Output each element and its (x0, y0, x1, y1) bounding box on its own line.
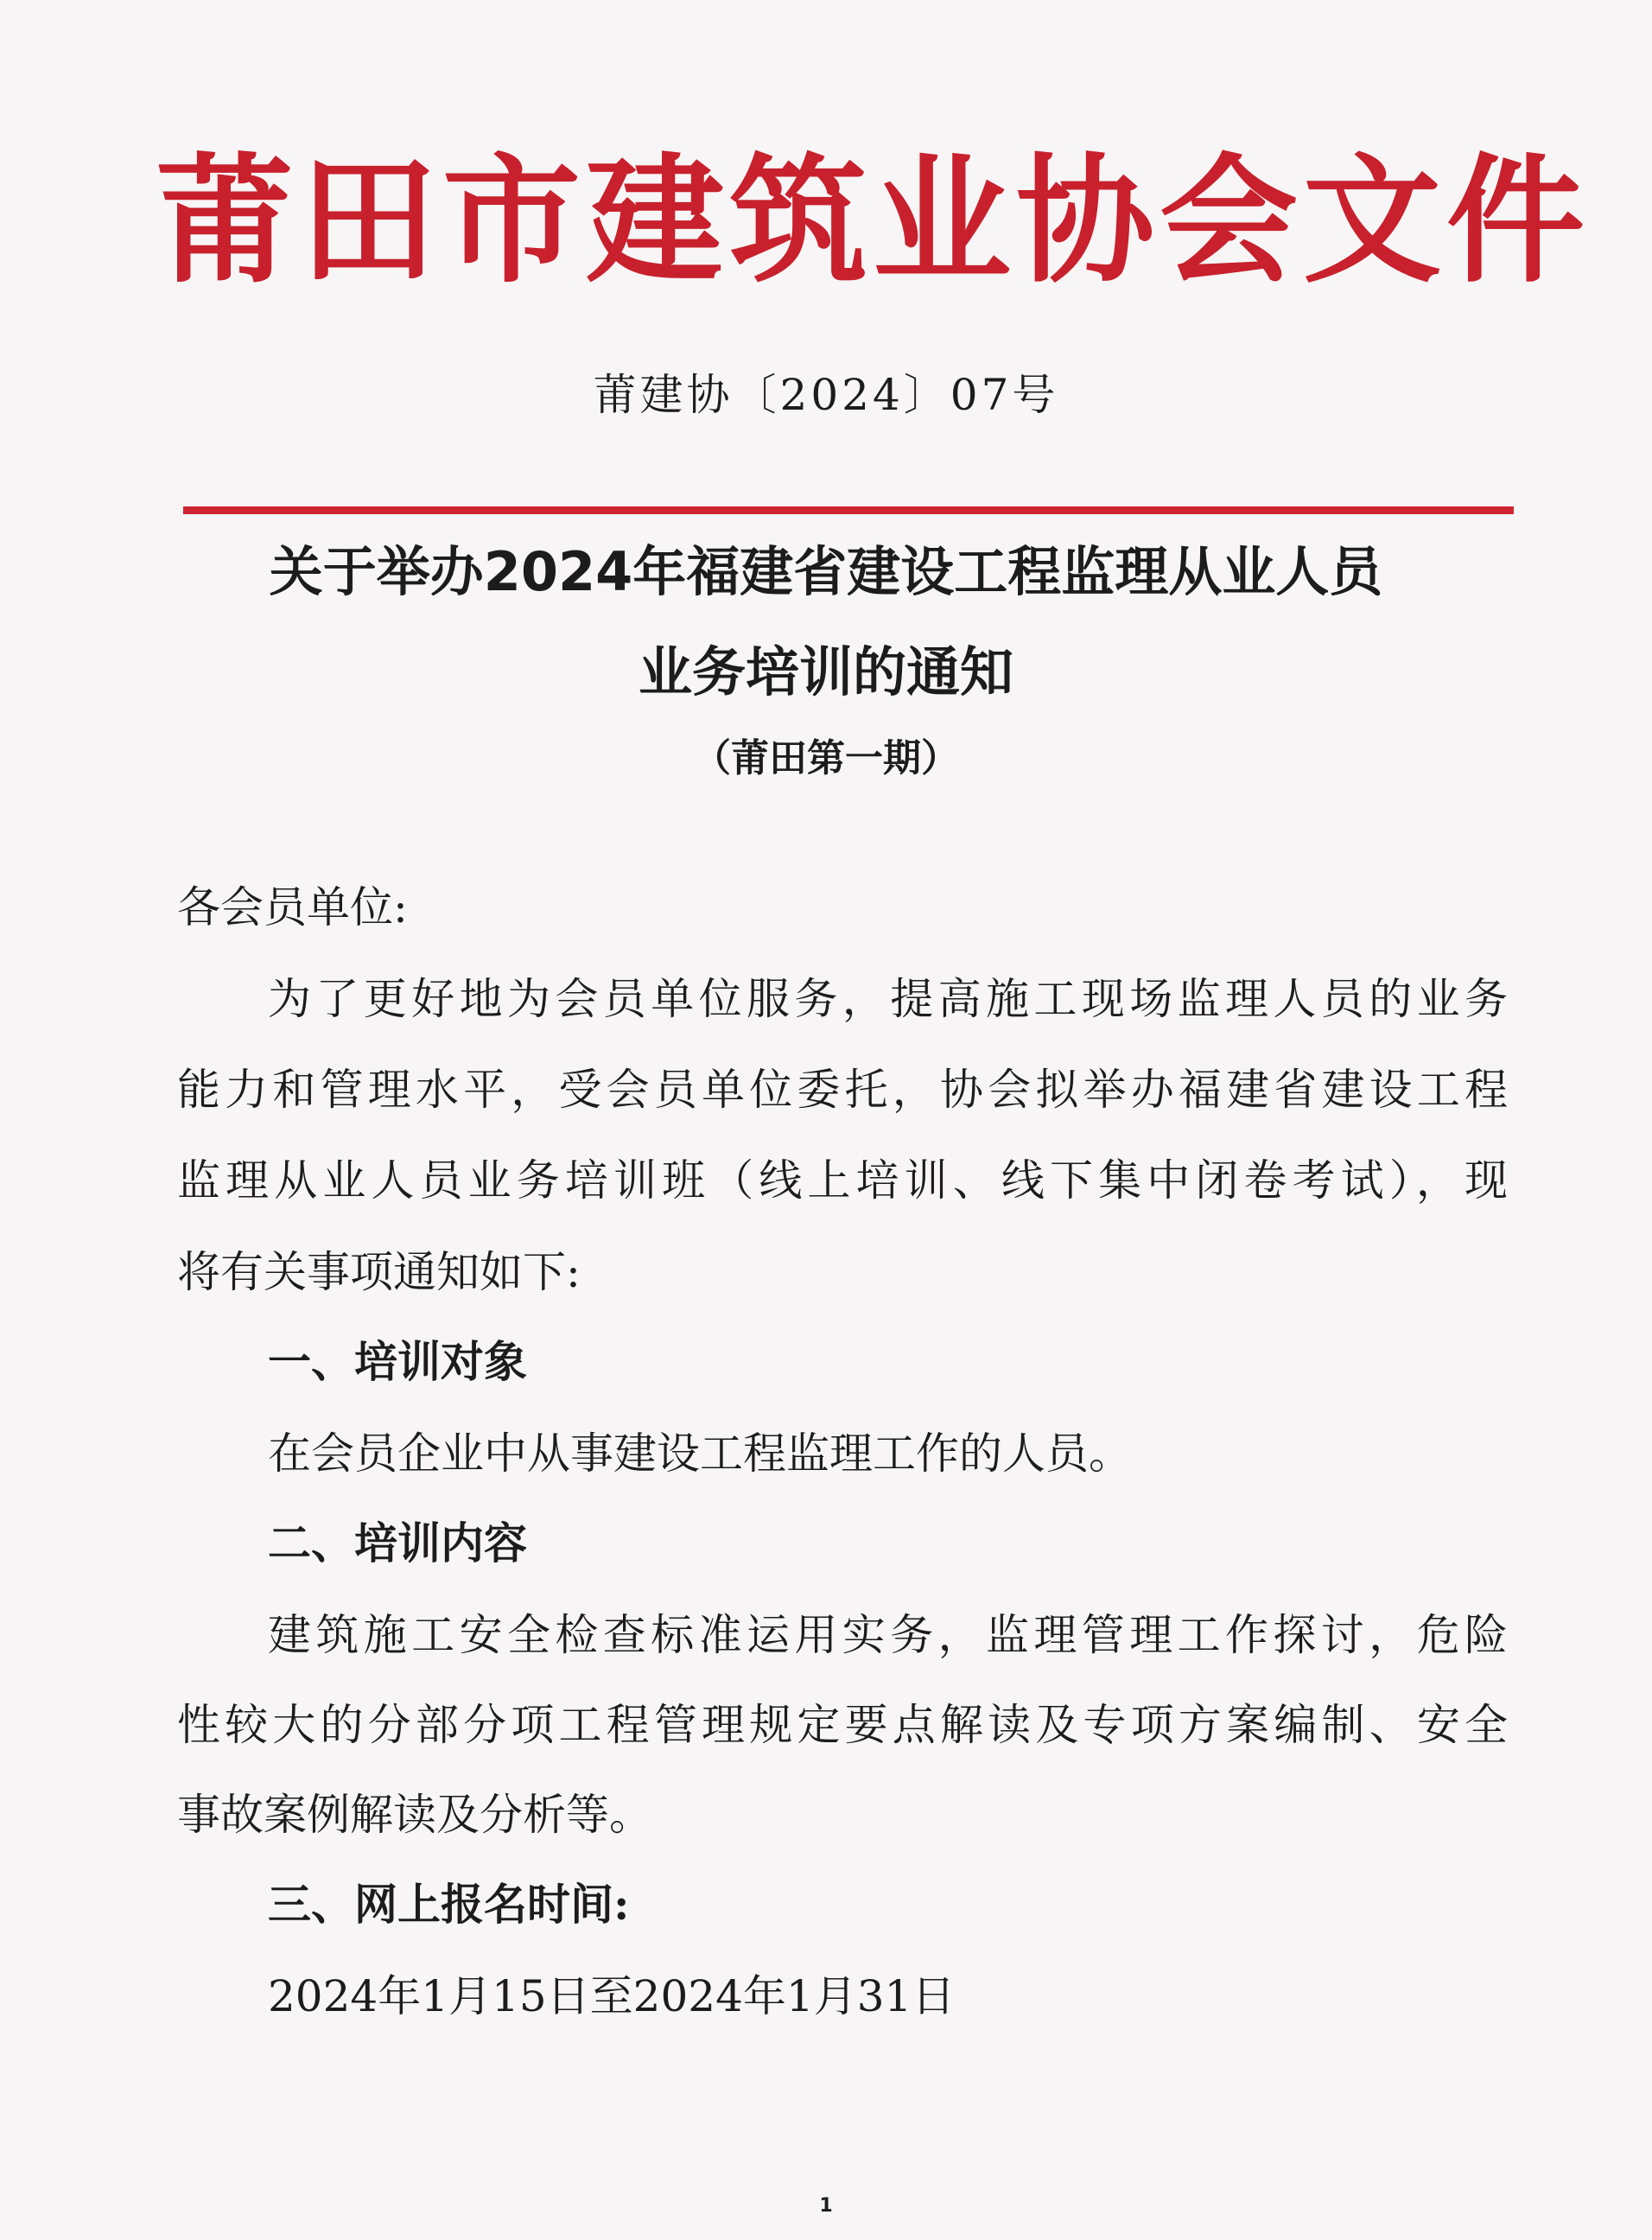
section-text-training-target: 在会员企业中从事建设工程监理工作的人员。 (268, 1429, 1132, 1479)
intro-paragraph-line: 能力和管理水平，受会员单位委托，协会拟举办福建省建设工程 (177, 1065, 1508, 1115)
document-number: 莆建协〔2024〕07号 (593, 370, 1059, 420)
salutation: 各会员单位: (177, 882, 408, 932)
section-text-training-content: 性较大的分部分项工程管理规定要点解读及专项方案编制、安全 (177, 1700, 1508, 1750)
notice-title-line-1: 关于举办2024年福建省建设工程监理从业人员 (269, 540, 1383, 603)
section-text-registration-time: 2024年1月15日至2024年1月31日 (268, 1971, 956, 2021)
section-text-training-content: 建筑施工安全检查标准运用实务，监理管理工作探讨，危险 (268, 1610, 1508, 1660)
section-text-training-content: 事故案例解读及分析等。 (177, 1790, 652, 1840)
masthead-title: 莆田市建筑业协会文件 (156, 139, 1591, 302)
notice-title-line-2: 业务培训的通知 (638, 640, 1013, 703)
section-heading-training-content: 二、培训内容 (268, 1518, 527, 1569)
section-heading-training-target: 一、培训对象 (268, 1336, 527, 1387)
red-divider-line (183, 506, 1514, 514)
page-number: 1 (819, 2195, 833, 2217)
intro-paragraph-line: 监理从业人员业务培训班（线上培训、线下集中闭卷考试），现 (177, 1155, 1508, 1206)
section-heading-registration-time: 三、网上报名时间: (268, 1879, 630, 1930)
intro-paragraph-line: 将有关事项通知如下: (177, 1247, 581, 1297)
notice-subtitle: （莆田第一期） (693, 736, 959, 780)
intro-paragraph-line: 为了更好地为会员单位服务，提高施工现场监理人员的业务 (268, 974, 1508, 1024)
